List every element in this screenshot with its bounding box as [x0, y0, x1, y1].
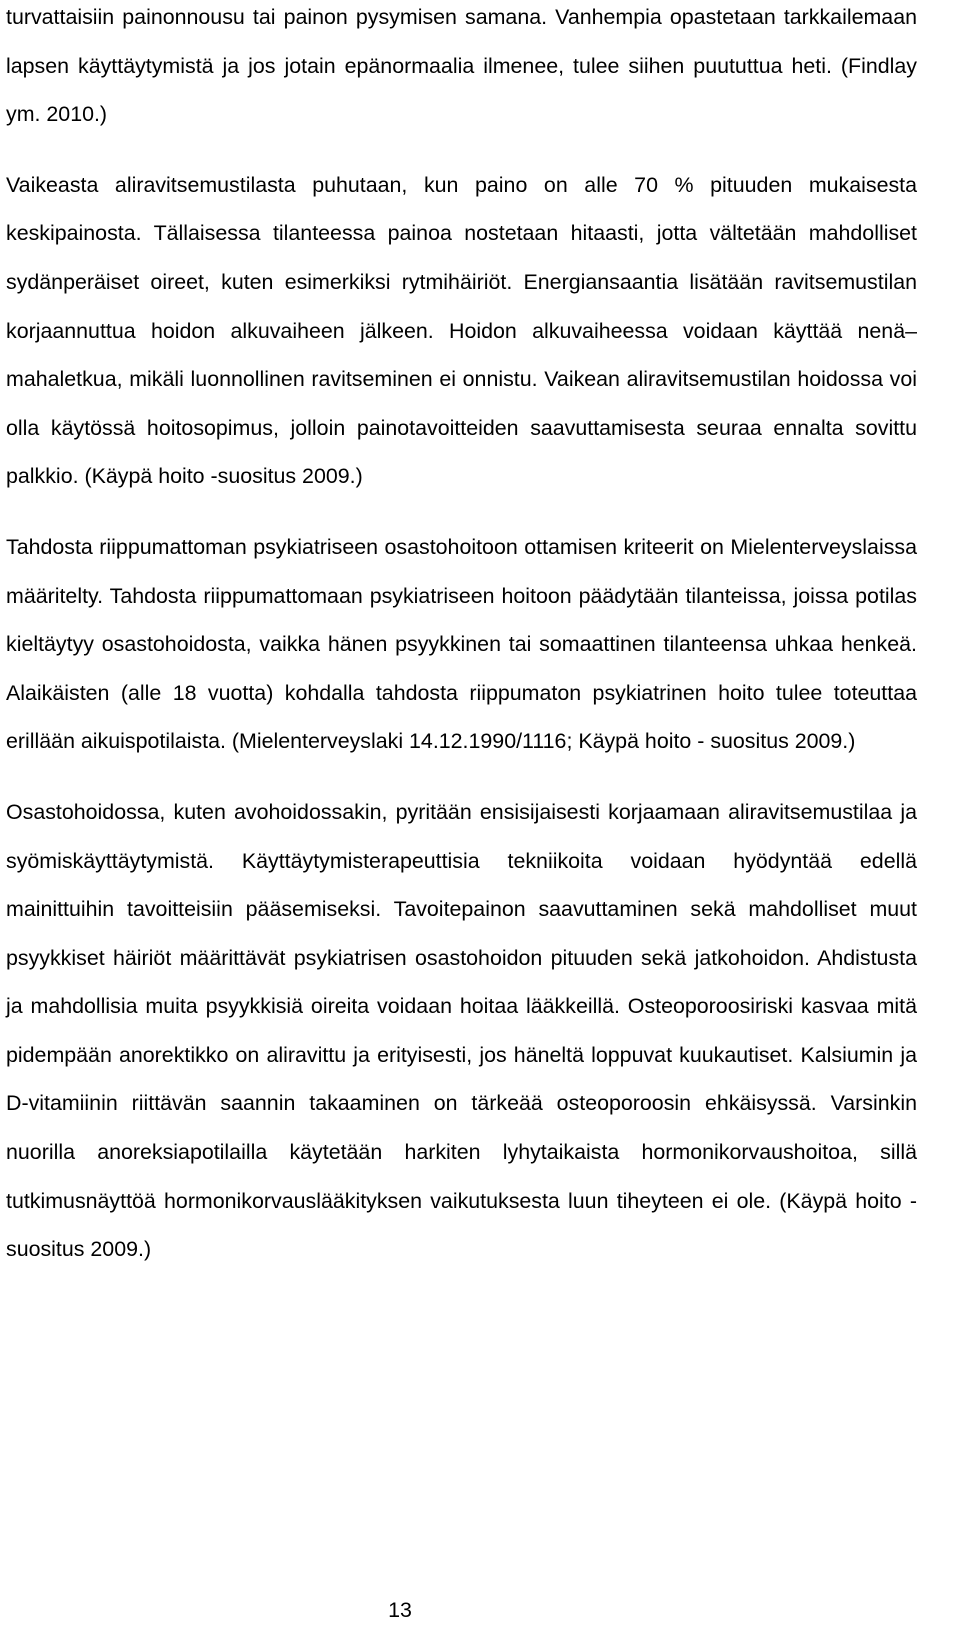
page-number: 13: [388, 1598, 412, 1622]
paragraph-4: Osastohoidossa, kuten avohoidossakin, pyritään ensisijaisesti korjaamaan aliravitsemustilaa ja syömiskäyttäytymistä. Käyttäytymisterapeuttisia tekniikoita voidaan hyödyntää edellä mainittuihin tavoitteisiin pääsemiseksi. Tavoitepainon saavuttaminen sekä mahdolliset muut psyykkiset häiriöt määrittävät psykiatrisen osastohoidon pituuden sekä jatkohoidon. Ahdistusta ja mahdollisia muita psyykkisiä oireita voidaan hoitaa lääkkeillä. Osteoporoosiriski kasvaa mitä pidempään anorektikko on aliravittu ja erityisesti, jos häneltä loppuvat kuukautiset. Kalsiumin ja D-vitamiinin riittävän saannin takaaminen on tärkeää osteoporoosin ehkäisyssä. Varsinkin nuorilla anoreksiapotilailla käytetään harkiten lyhytaikaista hormonikorvaushoitoa, sillä tutkimusnäyttöä hormonikorvauslääkityksen vaikutuksesta luun tiheyteen ei ole. (Käypä hoito - suositus 2009.): [6, 799, 917, 1262]
paragraph-3: Tahdosta riippumattoman psykiatriseen osastohoitoon ottamisen kriteerit on Mielenterveyslaissa määritelty. Tahdosta riippumattomaan psykiatriseen hoitoon päädytään tilanteissa, joissa potilas kieltäytyy osastohoidosta, vaikka hänen psyykkinen tai somaattinen tilanteensa uhkaa henkeä. Alaikäisten (alle 18 vuotta) kohdalla tahdosta riippumaton psykiatrinen hoito tulee toteuttaa erillään aikuispotilaista. (Mielenterveyslaki 14.12.1990/1116; Käypä hoito - suositus 2009.): [6, 534, 917, 754]
document-body: [6, 0, 917, 1274]
paragraph-1: turvattaisiin painonnousu tai painon pysymisen samana. Vanhempia opastetaan tarkkailemaan lapsen käyttäytymistä ja jos jotain epänormaalia ilmenee, tulee siihen puututtua heti. (Findlay ym. 2010.): [6, 5, 917, 127]
paragraph-2: Vaikeasta aliravitsemustilasta puhutaan, kun paino on alle 70 % pituuden mukaisesta keskipainosta. Tällaisessa tilanteessa painoa nostetaan hitaasti, jotta vältetään mahdolliset sydänperäiset oireet, kuten esimerkiksi rytmihäiriöt. Energiansaantia lisätään ravitsemustilan korjaannuttua hoidon alkuvaiheen jälkeen. Hoidon alkuvaiheessa voidaan käyttää nenä–mahaletkua, mikäli luonnollinen ravitseminen ei onnistu. Vaikean aliravitsemustilan hoidossa voi olla käytössä hoitosopimus, jolloin painotavoitteiden saavuttamisesta seuraa ennalta sovittu palkkio. (Käypä hoito -suositus 2009.): [6, 172, 917, 489]
